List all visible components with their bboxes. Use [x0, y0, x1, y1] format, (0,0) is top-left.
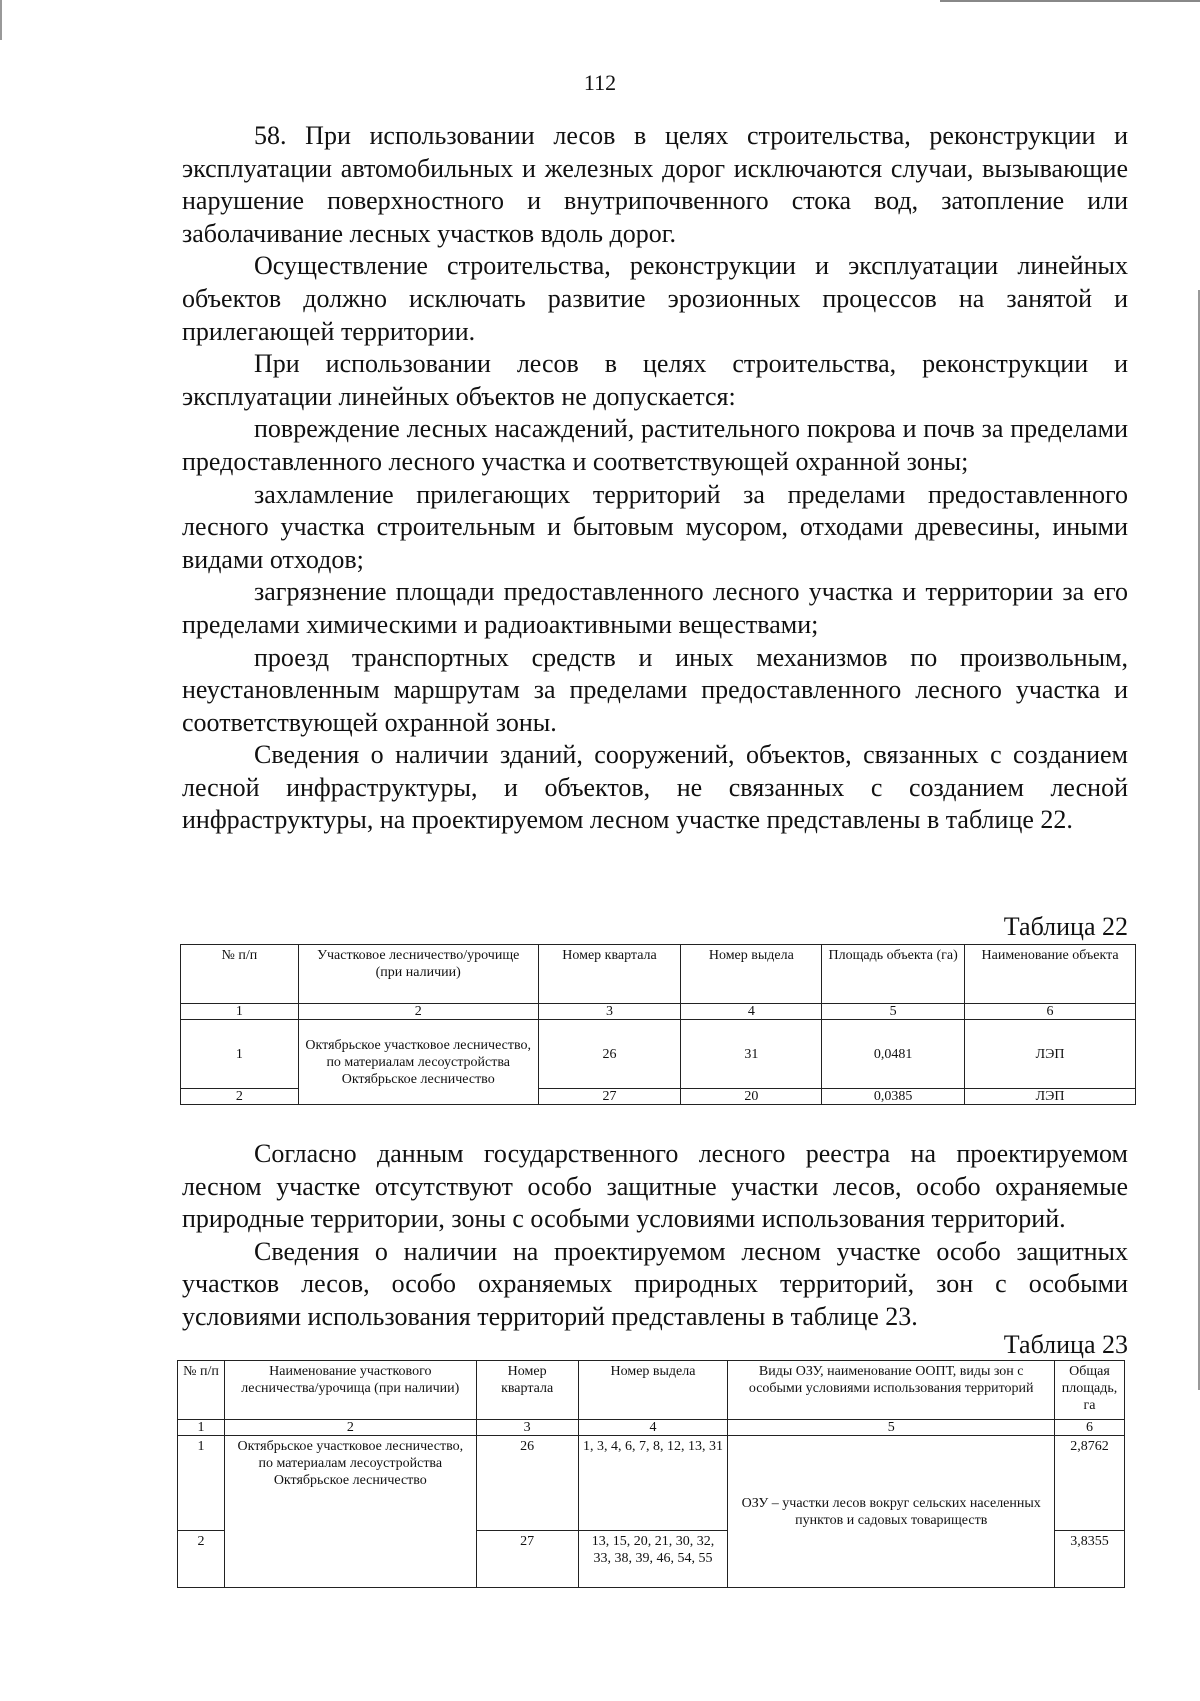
table-cell: 1 — [178, 1436, 225, 1531]
paragraph: Согласно данным государственного лесного реестра на проектируемом лесном участке отсутствуют особо защитные участки лесов, особо охраняемые природные территории, зоны с особыми условиями использования территорий. — [182, 1139, 1128, 1234]
paragraph: проезд транспортных средств и иных механизмов по произвольным, неустановленным маршрутам за пределами предоставленного лесного участка и соответствующей охранной зоны. — [182, 642, 1128, 737]
table-header-row — [178, 1361, 1125, 1420]
table-22 — [180, 944, 1136, 1105]
body-text-middle — [182, 1138, 1128, 1334]
table-cell: 4 — [681, 1004, 822, 1020]
table-header-row — [181, 945, 1136, 1004]
table-header-cell: Номер квартала — [538, 945, 681, 1004]
table-cell: 20 — [681, 1089, 822, 1105]
table-cell: ОЗУ – участки лесов вокруг сельских населенных пунктов и садовых товариществ — [728, 1436, 1055, 1588]
table-cell: 5 — [822, 1004, 965, 1020]
table-23-caption: Таблица 23 — [1003, 1330, 1128, 1359]
paragraph: Осуществление строительства, реконструкции и эксплуатации линейных объектов должно исключать развитие эрозионных процессов на занятой и прилегающей территории. — [182, 251, 1128, 346]
table-cell: ЛЭП — [965, 1089, 1136, 1105]
table-cell: 1 — [178, 1420, 225, 1436]
table-22-caption: Таблица 22 — [1003, 912, 1128, 941]
table-header-cell: Участковое лесничество/урочище (при наличии) — [298, 945, 538, 1004]
paragraph: Сведения о наличии зданий, сооружений, объектов, связанных с созданием лесной инфраструктуры, и объектов, не связанных с созданием лесной инфраструктуры, на проектируемом лесном участке представлены в таблице 22. — [182, 740, 1128, 835]
table-row — [181, 1020, 1136, 1089]
table-cell: 26 — [538, 1020, 681, 1089]
table-cell: 3 — [476, 1420, 578, 1436]
table-cell: 3,8355 — [1054, 1531, 1124, 1588]
paragraph: 58. При использовании лесов в целях строительства, реконструкции и эксплуатации автомобильных и железных дорог исключаются случаи, вызывающие нарушение поверхностного и внутрипочвенного стока вод, затопление или заболачивание лесных участков вдоль дорог. — [182, 121, 1128, 248]
table-cell: 27 — [538, 1089, 681, 1105]
table-cell: 2 — [298, 1004, 538, 1020]
scan-frame-line — [0, 0, 2, 40]
paragraph: При использовании лесов в целях строительства, реконструкции и эксплуатации линейных объектов не допускается: — [182, 349, 1128, 411]
table-number-row — [178, 1420, 1125, 1436]
table-cell: 13, 15, 20, 21, 30, 32, 33, 38, 39, 46, 54, 55 — [578, 1531, 728, 1588]
table-header-cell: Площадь объекта (га) — [822, 945, 965, 1004]
table-cell: 6 — [965, 1004, 1136, 1020]
table-header-cell: Наименование участкового лесничества/урочища (при наличии) — [224, 1361, 476, 1420]
body-text-top — [182, 120, 1128, 837]
table-cell: ЛЭП — [965, 1020, 1136, 1089]
table-cell: 0,0385 — [822, 1089, 965, 1105]
paragraph: загрязнение площади предоставленного лесного участка и территории за его пределами химическими и радиоактивными веществами; — [182, 577, 1128, 639]
table-cell: 2 — [178, 1531, 225, 1588]
paragraph: Сведения о наличии на проектируемом лесном участке особо защитных участков лесов, особо охраняемых природных территорий, зон с особыми условиями использования территорий представлены в таблице 23. — [182, 1236, 1128, 1331]
table-header-cell: № п/п — [181, 945, 299, 1004]
paragraph: повреждение лесных насаждений, растительного покрова и почв за пределами предоставленного лесного участка и соответствующей охранной зоны; — [182, 414, 1128, 476]
paragraph: захламление прилегающих территорий за пределами предоставленного лесного участка строительным и бытовым мусором, отходами древесины, иными видами отходов; — [182, 479, 1128, 574]
table-header-cell: Номер квартала — [476, 1361, 578, 1420]
table-number-row — [181, 1004, 1136, 1020]
table-cell: 1 — [181, 1004, 299, 1020]
table-row — [178, 1436, 1125, 1531]
table-cell: 2 — [224, 1420, 476, 1436]
table-cell: Октябрьское участковое лесничество, по материалам лесоустройства Октябрьское лесничество — [224, 1436, 476, 1588]
table-cell: 0,0481 — [822, 1020, 965, 1089]
table-header-cell: Наименование объекта — [965, 945, 1136, 1004]
table-cell: 6 — [1054, 1420, 1124, 1436]
table-cell: 2,8762 — [1054, 1436, 1124, 1531]
table-cell: 3 — [538, 1004, 681, 1020]
table-header-cell: Номер выдела — [681, 945, 822, 1004]
scan-frame-line — [940, 0, 1200, 2]
table-cell: 2 — [181, 1089, 299, 1105]
table-23 — [177, 1360, 1125, 1588]
table-cell: 1, 3, 4, 6, 7, 8, 12, 13, 31 — [578, 1436, 728, 1531]
table-cell: 31 — [681, 1020, 822, 1089]
table-cell: 5 — [728, 1420, 1055, 1436]
table-header-cell: Виды ОЗУ, наименование ООПТ, виды зон с особыми условиями использования территорий — [728, 1361, 1055, 1420]
table-cell: 4 — [578, 1420, 728, 1436]
page-number: 112 — [583, 70, 617, 95]
table-cell: 27 — [476, 1531, 578, 1588]
table-header-cell: Общая площадь, га — [1054, 1361, 1124, 1420]
table-header-cell: Номер выдела — [578, 1361, 728, 1420]
table-cell: 1 — [181, 1020, 299, 1089]
table-header-cell: № п/п — [178, 1361, 225, 1420]
table-cell: 26 — [476, 1436, 578, 1531]
table-cell: Октябрьское участковое лесничество, по материалам лесоустройства Октябрьское лесничество — [298, 1020, 538, 1105]
